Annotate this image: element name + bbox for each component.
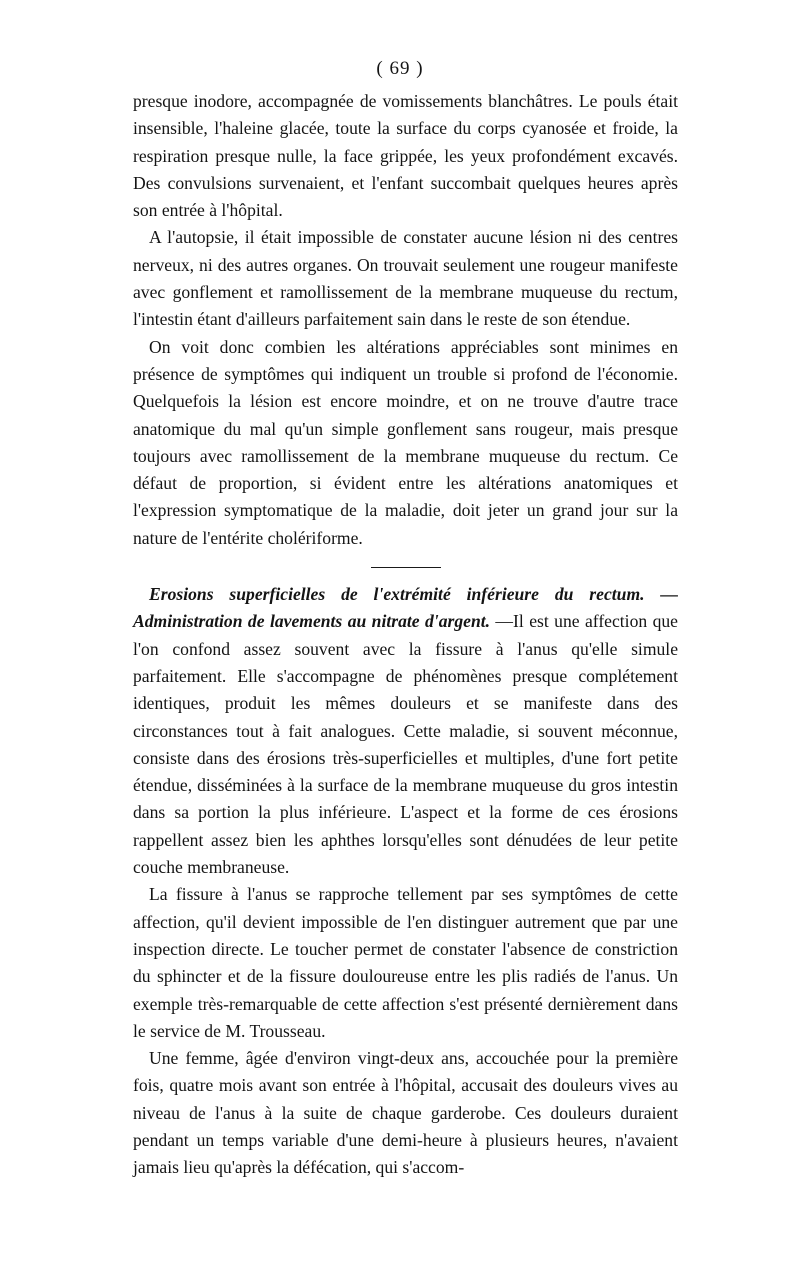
section-opening-paragraph	[133, 581, 678, 881]
paragraph-case-report: Une femme, âgée d'environ vingt-deux ans, accouchée pour la première fois, quatre mois avant son entrée à l'hôpital, accusait des douleurs vives au niveau de l'anus à la suite de chaque garderobe. Ces douleurs duraient pendant un temps variable d'une demi-heure à plusieurs heures, n'avaient jamais lieu qu'après la défécation, qui s'accom-	[133, 1048, 678, 1178]
section-divider	[371, 567, 441, 568]
paragraph-alterations: On voit donc combien les altérations appréciables sont minimes en présence de symptômes qui indiquent un trouble si profond de l'économie. Quelquefois la lésion est encore moindre, et on ne trouve d'autre trace anatomique du mal qu'un simple gonflement sans rougeur, mais presque toujours avec ramollissement de la membrane muqueuse du rectum. Ce défaut de proportion, si évident entre les altérations anatomiques et l'expression symptomatique de la maladie, doit jeter un grand jour sur la nature de l'entérite cholériforme.	[133, 336, 678, 548]
page-number: ( 69 )	[376, 58, 424, 79]
section-heading: Erosions superficielles de l'extrémité inférieure du rectum. — Administration de lavements au nitrate d'argent.	[133, 584, 678, 632]
section-heading-continuation: —Il est une affection que l'on confond assez souvent avec la fissure à l'anus qu'elle simule parfaitement. Elle s'accompagne de phénomènes presque complétement identiques, produit les mêmes douleurs et se manifeste dans des circonstances tout à fait analogues. Cette maladie, si souvent méconnue, consiste dans des érosions très-superficielles et multiples, d'une fort petite étendue, disséminées à la surface de la membrane muqueuse du gros intestin dans sa portion la plus inférieure. L'aspect et la forme de ces érosions rappellent assez bien les aphthes lorsqu'elles sont dénudées de leur petite couche membraneuse.	[133, 611, 678, 878]
paragraph-autopsie: A l'autopsie, il était impossible de constater aucune lésion ni des centres nerveux, ni des autres organes. On trouvait seulement une rougeur manifeste avec gonflement et ramollissement de la membrane muqueuse du rectum, l'intestin étant d'ailleurs parfaitement sain dans le reste de son étendue.	[133, 227, 678, 330]
paragraph-continuation: presque inodore, accompagnée de vomissements blanchâtres. Le pouls était insensible, l'haleine glacée, toute la surface du corps cyanosée et froide, la respiration presque nulle, la face grippée, les yeux profondément excavés. Des convulsions survenaient, et l'enfant succombait quelques heures après son entrée à l'hôpital.	[133, 91, 678, 221]
body-text	[133, 88, 678, 1182]
paragraph-fissure: La fissure à l'anus se rapproche tellement par ses symptômes de cette affection, qu'il devient impossible de l'en distinguer autrement que par une inspection directe. Le toucher permet de constater l'absence de constriction du sphincter et de la fissure douloureuse entre les plis radiés de l'anus. Un exemple très-remarquable de cette affection s'est présenté dernièrement dans le service de M. Trousseau.	[133, 884, 678, 1041]
